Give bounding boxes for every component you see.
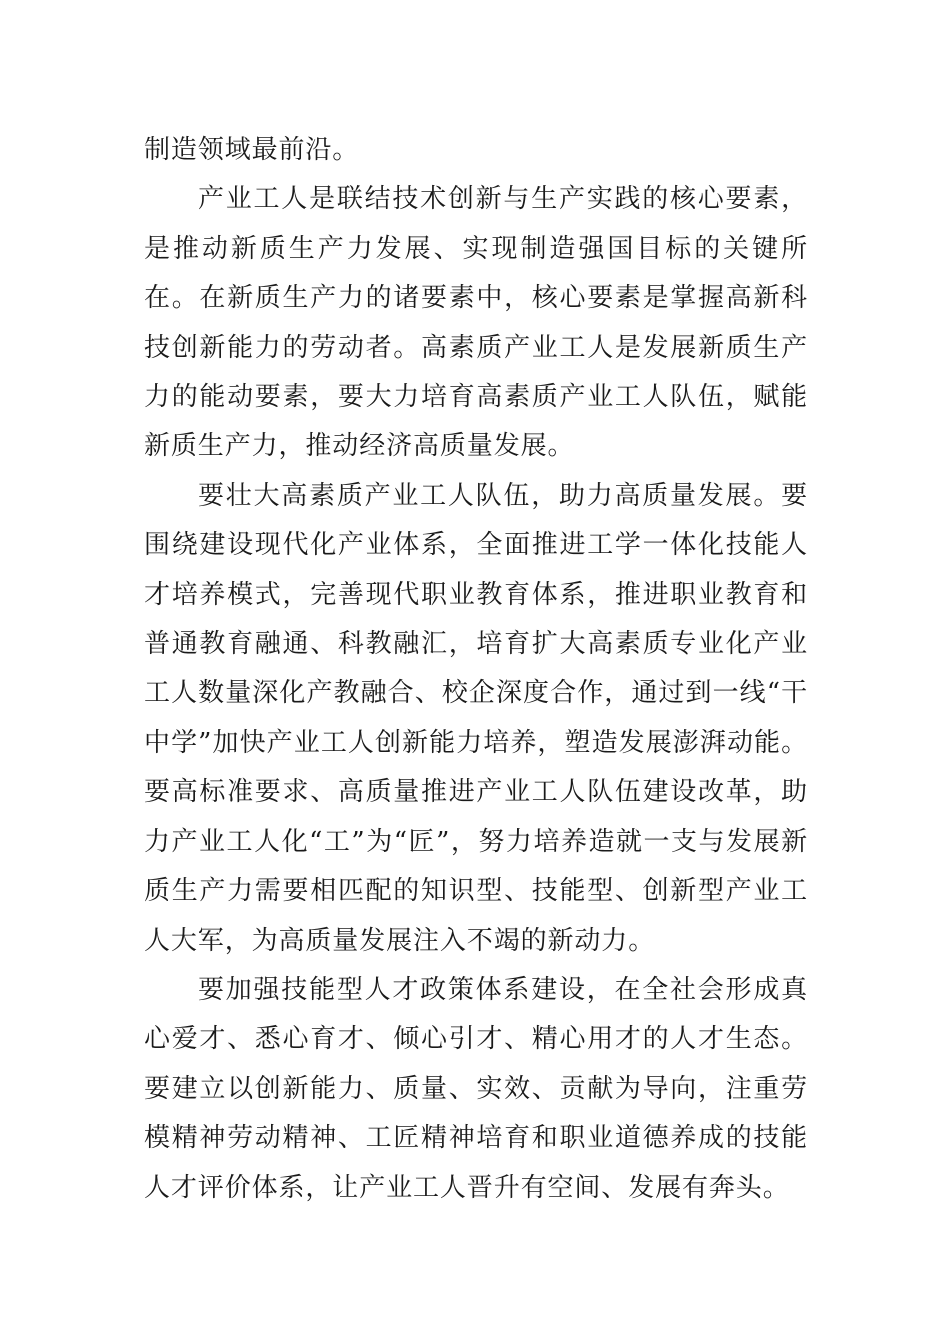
paragraph-industrial-workers: 产业工人是联结技术创新与生产实践的核心要素，是推动新质生产力发展、实现制造强国目标的关键所在。在新质生产力的诸要素中，核心要素是掌握高新科技创新能力的劳动者。高素质产业工人是发展新质生产力的能动要素，要大力培育高素质产业工人队伍，赋能新质生产力，推动经济高质量发展。 <box>144 184 808 462</box>
paragraph-continuation: 制造领域最前沿。 <box>144 135 360 165</box>
paragraph-strengthen-workforce: 要壮大高素质产业工人队伍，助力高质量发展。要围绕建设现代化产业体系，全面推进工学一体化技能人才培养模式，完善现代职业教育体系，推进职业教育和普通教育融通、科教融汇，培育扩大高素质专业化产业工人数量深化产教融合、校企深度合作，通过到一线“干中学”加快产业工人创新能力培养，塑造发展澎湃动能。要高标准要求、高质量推进产业工人队伍建设改革，助力产业工人化“工”为“匠”，努力培养造就一支与发展新质生产力需要相匹配的知识型、技能型、创新型产业工人大军，为高质量发展注入不竭的新动力。 <box>144 480 808 956</box>
document-body <box>144 126 808 1213</box>
paragraph-talent-policy: 要加强技能型人才政策体系建设，在全社会形成真心爱才、悉心育才、倾心引才、精心用才的人才生态。要建立以创新能力、质量、实效、贡献为导向，注重劳模精神劳动精神、工匠精神培育和职业道德养成的技能人才评价体系，让产业工人晋升有空间、发展有奔头。 <box>144 974 808 1203</box>
